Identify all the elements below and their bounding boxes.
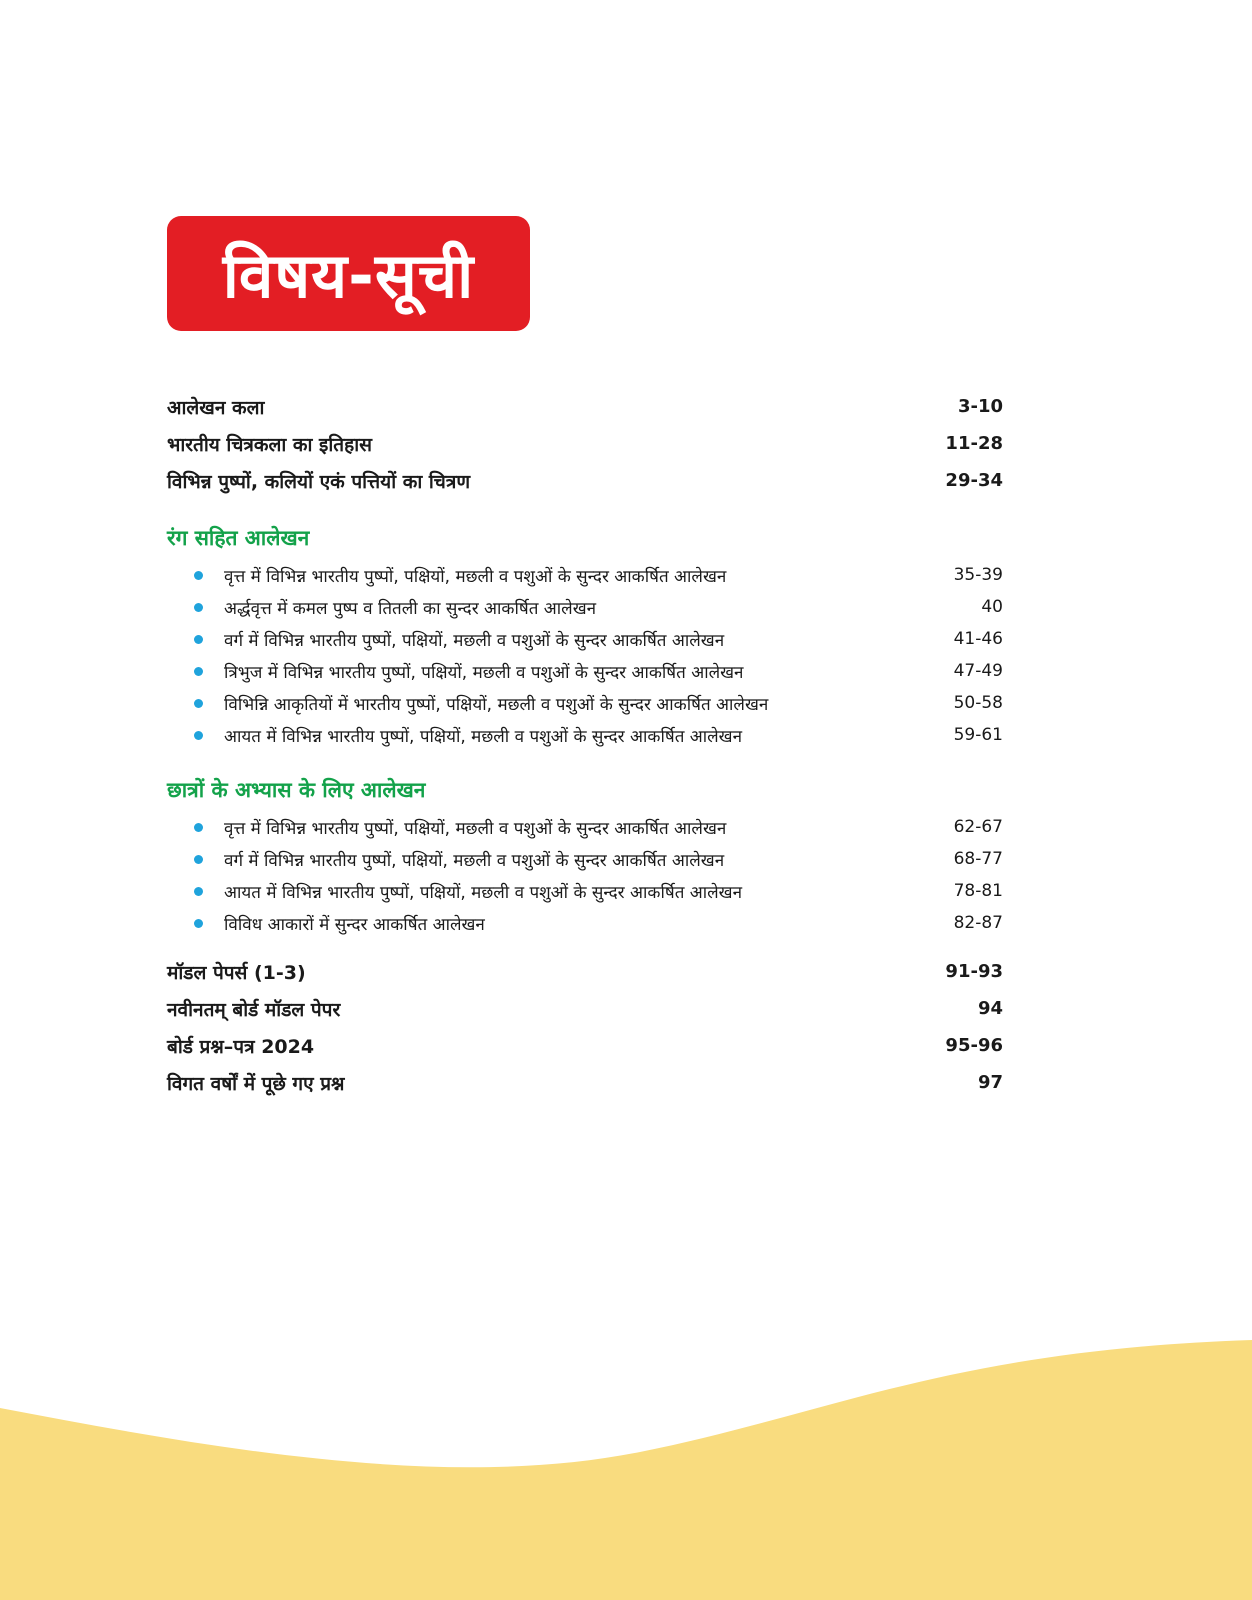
toc-entry-label: विभिन्न पुष्पों, कलियों एकं पत्तियों का चित्रण	[167, 470, 471, 493]
toc-subentry-label: त्रिभुज में विभिन्न भारतीय पुष्पों, पक्षियों, मछली व पशुओं के सुन्दर आकर्षित आलेखन	[224, 662, 744, 683]
toc-entry-label: भारतीय चित्रकला का इतिहास	[167, 433, 372, 456]
toc-subentry-pages: 41-46	[953, 629, 1003, 649]
toc-entry[interactable]	[167, 388, 1003, 425]
toc-entry[interactable]	[167, 1027, 1003, 1064]
toc-subentry-label: वर्ग में विभिन्न भारतीय पुष्पों, पक्षियों, मछली व पशुओं के सुन्दर आकर्षित आलेखन	[224, 850, 725, 871]
toc-subentry-pages: 35-39	[953, 565, 1003, 585]
toc-subentry-label: आयत में विभिन्न भारतीय पुष्पों, पक्षियों, मछली व पशुओं के सुन्दर आकर्षित आलेखन	[224, 882, 743, 903]
wave-shape	[0, 1340, 1252, 1600]
bullet-icon	[194, 635, 203, 644]
toc-entry-pages: 94	[977, 998, 1003, 1019]
toc-entry-label: आलेखन कला	[167, 396, 265, 419]
toc-subentry-pages: 47-49	[953, 661, 1003, 681]
toc-entry[interactable]	[167, 990, 1003, 1027]
bullet-icon	[194, 603, 203, 612]
toc-entry[interactable]	[167, 462, 1003, 499]
table-of-contents	[167, 388, 1003, 1101]
toc-entry[interactable]	[167, 953, 1003, 990]
toc-subentry[interactable]	[167, 559, 1003, 591]
toc-entry[interactable]	[167, 425, 1003, 462]
toc-subentry[interactable]	[167, 843, 1003, 875]
toc-subentry-label: वर्ग में विभिन्न भारतीय पुष्पों, पक्षियों, मछली व पशुओं के सुन्दर आकर्षित आलेखन	[224, 630, 725, 651]
toc-entry-pages: 11-28	[945, 433, 1003, 454]
toc-subentry[interactable]	[167, 907, 1003, 939]
toc-subentry-pages: 40	[981, 597, 1003, 617]
toc-subentry[interactable]	[167, 719, 1003, 751]
toc-entry-pages: 97	[977, 1072, 1003, 1093]
bullet-icon	[194, 731, 203, 740]
toc-entry-pages: 29-34	[945, 470, 1003, 491]
toc-entry[interactable]	[167, 1064, 1003, 1101]
page-title: विषय-सूची	[222, 238, 475, 312]
toc-subentry-label: वृत्त में विभिन्न भारतीय पुष्पों, पक्षियों, मछली व पशुओं के सुन्दर आकर्षित आलेखन	[224, 566, 727, 587]
toc-entry-label: विगत वर्षों में पूछे गए प्रश्न	[167, 1072, 345, 1095]
toc-subentry[interactable]	[167, 811, 1003, 843]
section-heading: रंग सहित आलेखन	[167, 526, 310, 550]
bullet-icon	[194, 699, 203, 708]
toc-entry-pages: 3-10	[957, 396, 1003, 417]
toc-subentry-label: आयत में विभिन्न भारतीय पुष्पों, पक्षियों, मछली व पशुओं के सुन्दर आकर्षित आलेखन	[224, 726, 743, 747]
toc-subentry[interactable]	[167, 687, 1003, 719]
toc-subentry-pages: 82-87	[953, 913, 1003, 933]
toc-subentry-label: वृत्त में विभिन्न भारतीय पुष्पों, पक्षियों, मछली व पशुओं के सुन्दर आकर्षित आलेखन	[224, 818, 727, 839]
toc-entry-pages: 91-93	[945, 961, 1003, 982]
bullet-icon	[194, 571, 203, 580]
toc-subentry-pages: 59-61	[953, 725, 1003, 745]
decorative-wave	[0, 1340, 1252, 1600]
toc-subentry-label: विविध आकारों में सुन्दर आकर्षित आलेखन	[224, 914, 485, 935]
toc-entry-label: मॉडल पेपर्स (1-3)	[167, 961, 306, 984]
toc-subentry-label: विभिन्नि आकृतियों में भारतीय पुष्पों, पक्षियों, मछली व पशुओं के सुन्दर आकर्षित आलेखन	[224, 694, 769, 715]
toc-subentry[interactable]	[167, 655, 1003, 687]
bullet-icon	[194, 919, 203, 928]
toc-entry-label: नवीनतम् बोर्ड मॉडल पेपर	[167, 998, 341, 1021]
bullet-icon	[194, 823, 203, 832]
toc-entry-pages: 95-96	[945, 1035, 1003, 1056]
toc-subentry[interactable]	[167, 875, 1003, 907]
bullet-icon	[194, 855, 203, 864]
section-heading: छात्रों के अभ्यास के लिए आलेखन	[167, 778, 426, 802]
toc-subentry-label: अर्द्धवृत्त में कमल पुष्प व तितली का सुन्दर आकर्षित आलेखन	[224, 598, 597, 619]
toc-subentry[interactable]	[167, 591, 1003, 623]
toc-subentry[interactable]	[167, 623, 1003, 655]
bullet-icon	[194, 667, 203, 676]
toc-subentry-pages: 68-77	[953, 849, 1003, 869]
toc-entry-label: बोर्ड प्रश्न–पत्र 2024	[167, 1035, 315, 1058]
toc-subentry-pages: 62-67	[953, 817, 1003, 837]
toc-subentry-pages: 50-58	[953, 693, 1003, 713]
toc-subentry-pages: 78-81	[953, 881, 1003, 901]
bullet-icon	[194, 887, 203, 896]
page-title-box	[167, 216, 530, 331]
